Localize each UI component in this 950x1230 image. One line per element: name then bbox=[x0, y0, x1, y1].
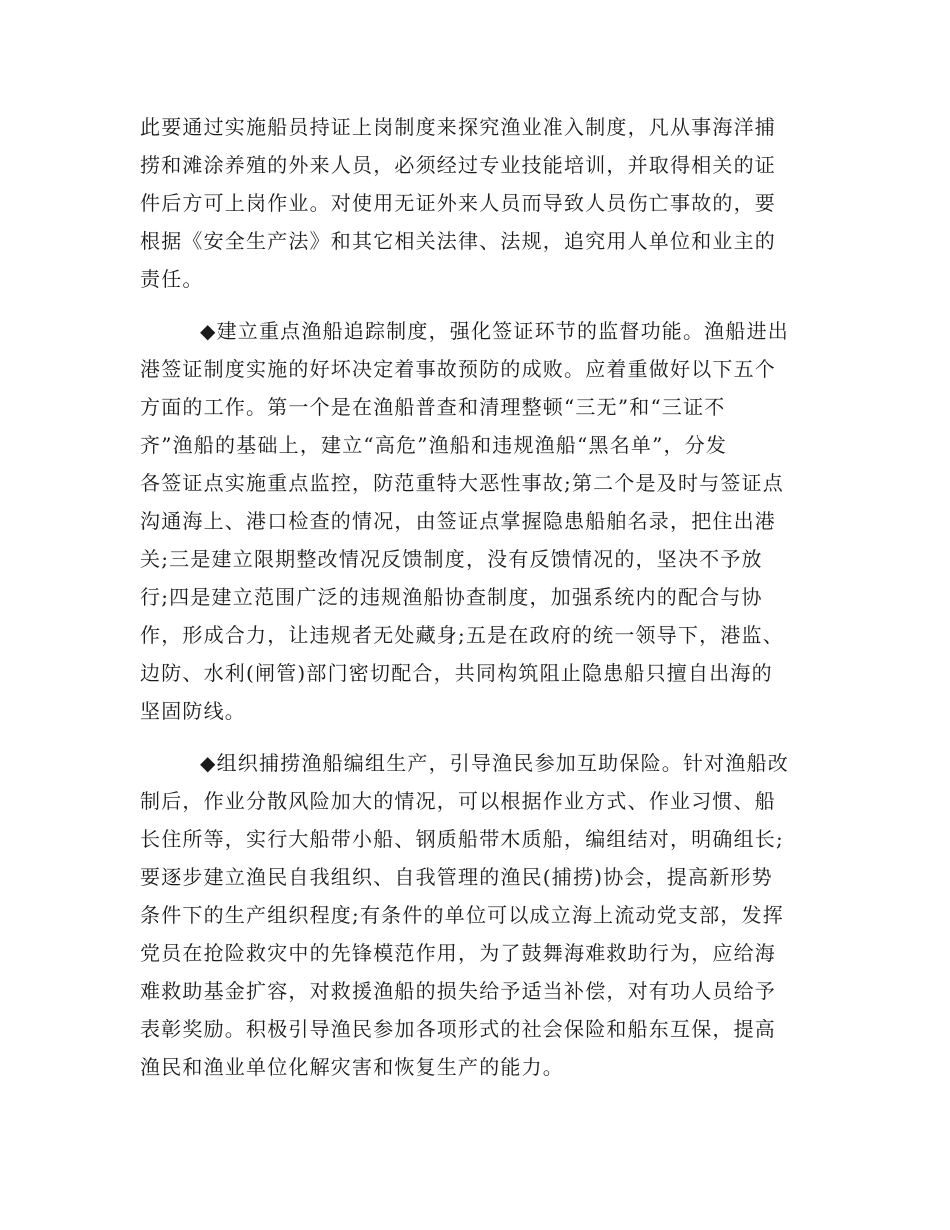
text-line: 长住所等，实行大船带小船、钢质船带木质船，编组结对，明确组长; bbox=[140, 827, 784, 851]
text-line: 根据《安全生产法》和其它相关法律、法规，追究用人单位和业主的 bbox=[140, 229, 776, 253]
text-line: 关;三是建立限期整改情况反馈制度，没有反馈情况的，坚决不予放 bbox=[140, 547, 763, 571]
paragraph-3 bbox=[140, 744, 812, 1086]
text-line: 沟通海上、港口检查的情况，由签证点掌握隐患船舶名录，把住出港 bbox=[140, 509, 776, 533]
text-line: 责任。 bbox=[140, 267, 204, 291]
text-line: 方面的工作。第一个是在渔船普查和清理整顿“三无”和“三证不 bbox=[140, 395, 726, 419]
document-page bbox=[140, 108, 812, 1100]
text-line: 表彰奖励。积极引导渔民参加各项形式的社会保险和船东互保，提高 bbox=[140, 1017, 776, 1041]
text-line: 捞和滩涂养殖的外来人员，必须经过专业技能培训，并取得相关的证 bbox=[140, 153, 776, 177]
text-line: 行;四是建立范围广泛的违规渔船协查制度，加强系统内的配合与协 bbox=[140, 585, 763, 609]
text-line: 渔民和渔业单位化解灾害和恢复生产的能力。 bbox=[140, 1055, 564, 1079]
text-line: ◆组织捕捞渔船编组生产，引导渔民参加互助保险。针对渔船改 bbox=[200, 751, 789, 775]
text-line: 制后，作业分散风险加大的情况，可以根据作业方式、作业习惯、船 bbox=[140, 789, 776, 813]
text-line: 条件下的生产组织程度;有条件的单位可以成立海上流动党支部，发挥 bbox=[140, 903, 784, 927]
text-line: 各签证点实施重点监控，防范重特大恶性事故;第二个是及时与签证点 bbox=[140, 471, 784, 495]
text-line: 齐”渔船的基础上，建立“高危”渔船和违规渔船“黑名单”，分发 bbox=[140, 433, 728, 457]
text-line: 作，形成合力，让违规者无处藏身;五是在政府的统一领导下，港监、 bbox=[140, 623, 784, 647]
paragraph-1 bbox=[140, 108, 812, 298]
text-line: 边防、水利(闸管)部门密切配合，共同构筑阻止隐患船只擅自出海的 bbox=[140, 661, 773, 685]
text-line: 要逐步建立渔民自我组织、自我管理的渔民(捕捞)协会，提高新形势 bbox=[140, 865, 773, 889]
text-line: 难救助基金扩容，对救援渔船的损失给予适当补偿，对有功人员给予 bbox=[140, 979, 776, 1003]
text-line: 此要通过实施船员持证上岗制度来探究渔业准入制度，凡从事海洋捕 bbox=[140, 115, 776, 139]
text-line: 件后方可上岗作业。对使用无证外来人员而导致人员伤亡事故的，要 bbox=[140, 191, 776, 215]
paragraph-2 bbox=[140, 312, 812, 730]
text-line: ◆建立重点渔船追踪制度，强化签证环节的监督功能。渔船进出 bbox=[200, 319, 789, 343]
text-line: 港签证制度实施的好坏决定着事故预防的成败。应着重做好以下五个 bbox=[140, 357, 776, 381]
text-line: 党员在抢险救灾中的先锋模范作用，为了鼓舞海难救助行为，应给海 bbox=[140, 941, 776, 965]
text-line: 坚固防线。 bbox=[140, 699, 246, 723]
